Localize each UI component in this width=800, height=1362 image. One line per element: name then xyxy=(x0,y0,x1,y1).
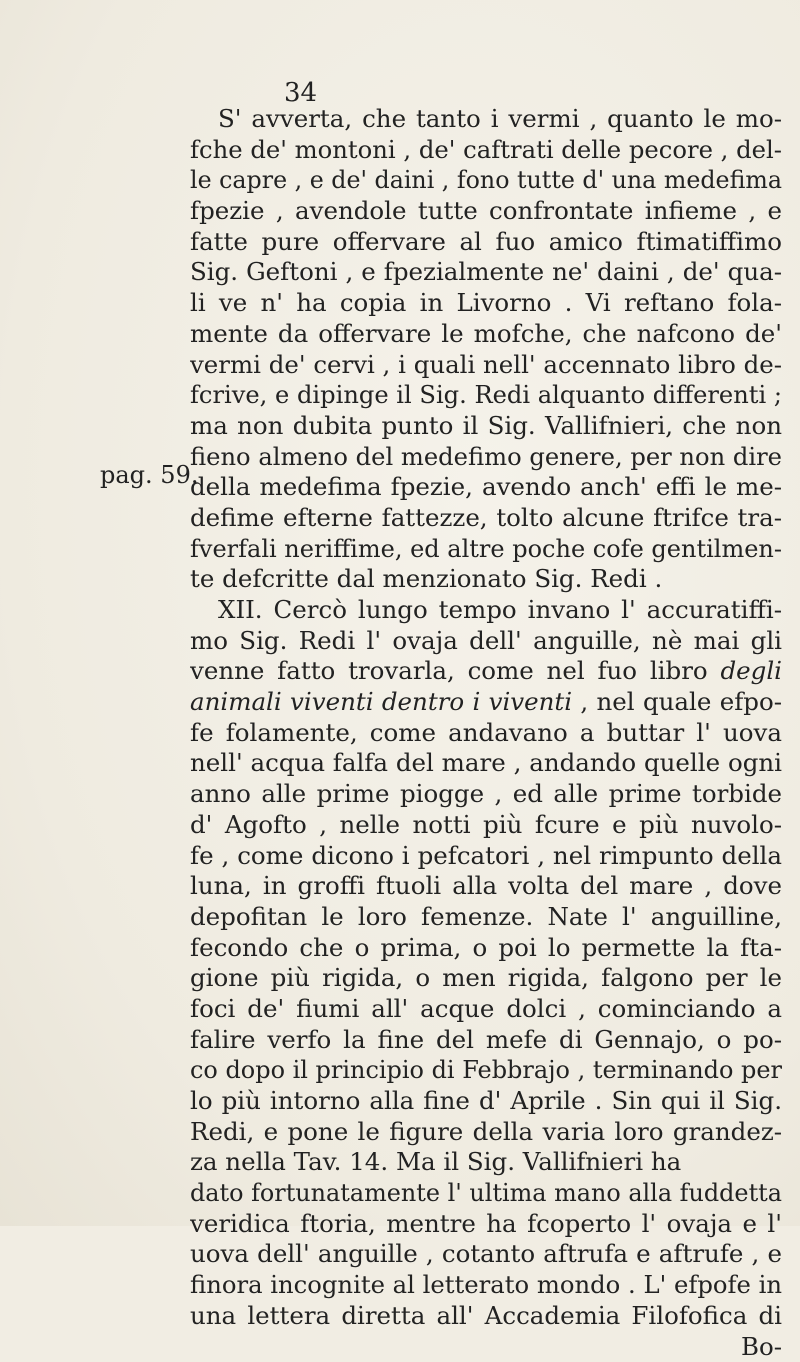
line-text: dato fortunatamente l' ultima mano alla fuddetta xyxy=(190,1178,782,1207)
line-text: ma non dubita punto il Sig. Vallifnieri, che non xyxy=(190,411,782,440)
text-line xyxy=(190,933,782,964)
text-line xyxy=(190,135,782,166)
text-line xyxy=(190,1239,782,1270)
text-line xyxy=(190,656,782,687)
text-line xyxy=(190,1301,782,1332)
line-text: una lettera diretta all' Accademia Filofofica di xyxy=(190,1301,782,1330)
line-text: fieno almeno del medefimo genere, per non dire xyxy=(190,442,782,471)
line-text: za nella Tav. 14. Ma il Sig. Vallifnieri ha xyxy=(190,1147,681,1176)
line-text: le capre , e de' daini , fono tutte d' una medefima xyxy=(190,165,782,194)
text-line xyxy=(190,472,782,503)
text-line xyxy=(190,411,782,442)
line-text: S' avverta, che tanto i vermi , quanto le mo- xyxy=(218,104,782,133)
text-line xyxy=(190,165,782,196)
line-text: mo Sig. Redi l' ovaja dell' anguille, nè mai gli xyxy=(190,626,782,655)
text-line xyxy=(190,350,782,381)
line-text: fverfali neriffime, ed altre poche cofe gentilmen- xyxy=(190,534,782,563)
text-line xyxy=(190,963,782,994)
text-line xyxy=(190,626,782,657)
line-text: defime efterne fattezze, tolto alcune ftrifce tra- xyxy=(190,503,782,532)
text-line xyxy=(190,442,782,473)
text-line xyxy=(190,1025,782,1056)
line-text: foci de' fiumi all' acque dolci , cominciando a xyxy=(190,994,782,1023)
text-line xyxy=(190,1178,782,1209)
line-text: vermi de' cervi , i quali nell' accennato libro de- xyxy=(190,350,782,379)
line-text: uova dell' anguille , cotanto aftrufa e aftrufe , e xyxy=(190,1239,782,1268)
text-line xyxy=(190,718,782,749)
text-line xyxy=(190,687,782,718)
text-line xyxy=(190,1270,782,1301)
text-line xyxy=(190,748,782,779)
text-line xyxy=(190,319,782,350)
catchword xyxy=(190,1332,782,1362)
line-text: fecondo che o prima, o poi lo permette la fta- xyxy=(190,933,782,962)
line-text: , nel quale efpo- xyxy=(572,687,782,716)
text-line xyxy=(190,1086,782,1117)
text-line xyxy=(190,841,782,872)
text-line xyxy=(190,257,782,288)
text-line xyxy=(190,1209,782,1240)
line-text: gione più rigida, o men rigida, falgono per le xyxy=(190,963,782,992)
italic-title-text: animali viventi dentro i viventi xyxy=(190,687,572,716)
text-line xyxy=(190,104,782,135)
line-text: depofitan le loro femenze. Nate l' anguilline, xyxy=(190,902,782,931)
line-text: venne fatto trovarla, come nel fuo libro xyxy=(190,656,720,685)
line-text: Redi, e pone le figure della varia loro grandez- xyxy=(190,1117,782,1146)
page-number: 34 xyxy=(284,78,317,108)
line-text: Sig. Geftoni , e fpezialmente ne' daini , de' qua- xyxy=(190,257,782,286)
text-line xyxy=(190,196,782,227)
line-text: li ve n' ha copia in Livorno . Vi reftano fola- xyxy=(190,288,782,317)
line-text: fatte pure offervare al fuo amico ftimatiffimo xyxy=(190,227,782,256)
line-text: fche de' montoni , de' caftrati delle pecore , del- xyxy=(190,135,782,164)
line-text: fe , come dicono i pefcatori , nel rimpunto della xyxy=(190,841,782,870)
text-line xyxy=(190,1055,782,1086)
text-line xyxy=(190,595,782,626)
text-line xyxy=(190,1117,782,1148)
line-text: Bo- xyxy=(741,1332,782,1361)
text-line xyxy=(190,534,782,565)
line-text: XII. Cercò lungo tempo invano l' accuratiffi- xyxy=(218,595,782,624)
line-text: veridica ftoria, mentre ha fcoperto l' ovaja e l' xyxy=(190,1209,782,1238)
line-text: luna, in groffi ftuoli alla volta del mare , dove xyxy=(190,871,782,900)
margin-page-reference: pag. 59. xyxy=(100,458,198,492)
text-line xyxy=(190,288,782,319)
line-text: te defcritte dal menzionato Sig. Redi . xyxy=(190,564,662,593)
line-text: finora incognite al letterato mondo . L' efpofe in xyxy=(190,1270,782,1299)
line-text: fcrive, e dipinge il Sig. Redi alquanto differenti ; xyxy=(190,380,782,409)
line-text: fe folamente, come andavano a buttar l' uova xyxy=(190,718,782,747)
italic-title-text: degli xyxy=(720,656,782,685)
text-line xyxy=(190,564,782,595)
line-text: anno alle prime piogge , ed alle prime torbide xyxy=(190,779,782,808)
line-text: mente da offervare le mofche, che nafcono de' xyxy=(190,319,782,348)
line-text: lo più intorno alla fine d' Aprile . Sin qui il Sig. xyxy=(190,1086,782,1115)
text-line xyxy=(190,871,782,902)
line-text: d' Agofto , nelle notti più fcure e più nuvolo- xyxy=(190,810,782,839)
line-text: falire verfo la fine del mefe di Gennajo, o po- xyxy=(190,1025,782,1054)
body-text xyxy=(190,104,782,1362)
text-line xyxy=(190,380,782,411)
text-line xyxy=(190,994,782,1025)
text-line xyxy=(190,902,782,933)
line-text: della medefima fpezie, avendo anch' effi le me- xyxy=(190,472,782,501)
text-line xyxy=(190,1147,782,1178)
text-line xyxy=(190,779,782,810)
line-text: nell' acqua falfa del mare , andando quelle ogni xyxy=(190,748,782,777)
text-line xyxy=(190,503,782,534)
line-text: co dopo il principio di Febbrajo , terminando per xyxy=(190,1055,782,1084)
text-line xyxy=(190,810,782,841)
text-line xyxy=(190,227,782,258)
line-text: fpezie , avendole tutte confrontate infieme , e xyxy=(190,196,782,225)
